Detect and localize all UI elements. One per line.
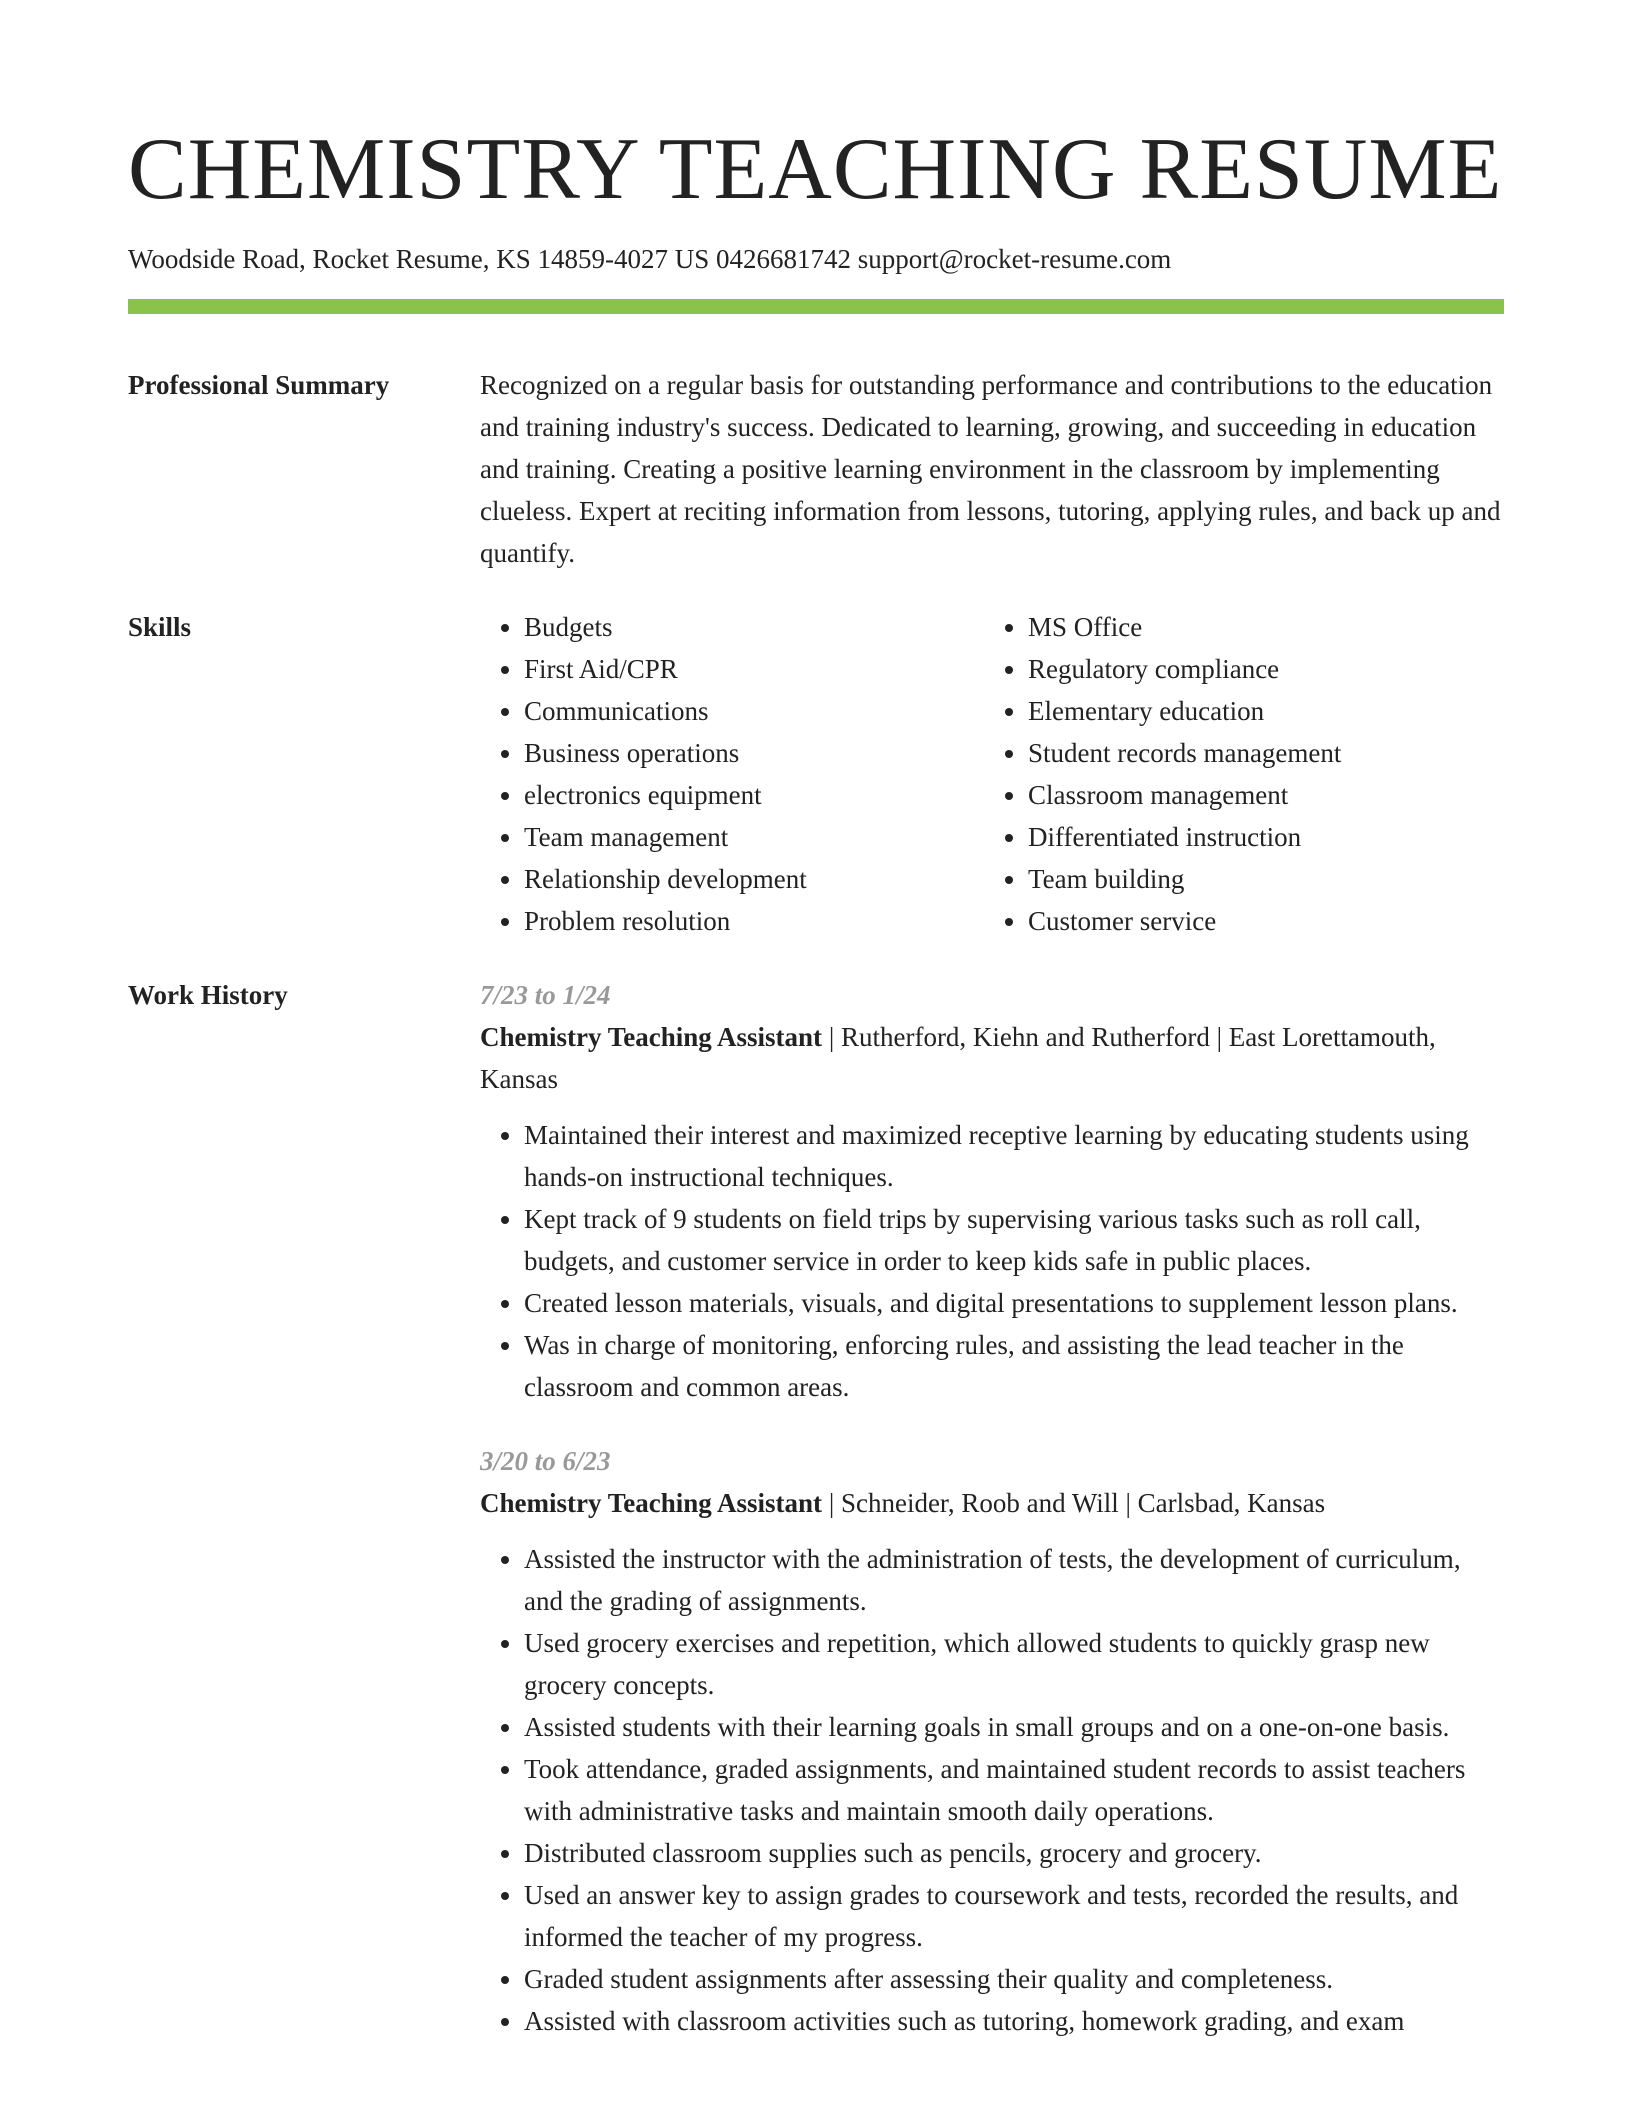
job-title: Chemistry Teaching Assistant <box>480 1488 823 1518</box>
header-divider <box>128 299 1504 314</box>
skill-item: • Regulatory compliance <box>1028 648 1341 690</box>
job-bullet: • Was in charge of monitoring, enforcing rules, and assisting the lead teacher in the classroom and common areas. <box>524 1324 1504 1408</box>
skills-list-right <box>984 606 1341 942</box>
skill-item: • Budgets <box>524 606 984 648</box>
skill-item: • Differentiated instruction <box>1028 816 1341 858</box>
summary-text: Recognized on a regular basis for outstanding performance and contributions to the education and training industry's success. Dedicated to learning, growing, and succeeding in education and training. Creating a positive learning environment in the classroom by implementing clueless. Expert at reciting information from lessons, tutoring, applying rules, and back up and quantify. <box>480 370 1501 568</box>
job-bullet: • Assisted students with their learning goals in small groups and on a one-on-one basis. <box>524 1706 1504 1748</box>
contact-line: Woodside Road, Rocket Resume, KS 14859-4027 US 0426681742 support@rocket-resume.com <box>128 244 1172 274</box>
skill-item: • MS Office <box>1028 606 1341 648</box>
skill-item: • Classroom management <box>1028 774 1341 816</box>
job-bullet: • Used an answer key to assign grades to coursework and tests, recorded the results, and informed the teacher of my progress. <box>524 1874 1504 1958</box>
job-bullets <box>480 1114 1504 1408</box>
job-bullet: • Created lesson materials, visuals, and digital presentations to supplement lesson plans. <box>524 1282 1504 1324</box>
skills-section <box>128 606 1504 942</box>
skill-item: • Customer service <box>1028 900 1341 942</box>
job-header <box>480 1016 1504 1100</box>
summary-heading: Professional Summary <box>128 370 390 400</box>
resume-page <box>128 0 1504 2042</box>
job-bullet: • Distributed classroom supplies such as pencils, grocery and grocery. <box>524 1832 1504 1874</box>
work-history-section <box>128 974 1504 2042</box>
job-bullet: • Kept track of 9 students on field trips by supervising various tasks such as roll call, budgets, and customer service in order to keep kids safe in public places. <box>524 1198 1504 1282</box>
job-dates: 3/20 to 6/23 <box>480 1446 611 1476</box>
job-title: Chemistry Teaching Assistant <box>480 1022 823 1052</box>
resume-title: CHEMISTRY TEACHING RESUME <box>128 121 1503 218</box>
skill-item: • Business operations <box>524 732 984 774</box>
skills-heading: Skills <box>128 612 192 642</box>
skill-item: • Problem resolution <box>524 900 984 942</box>
skill-item: • Communications <box>524 690 984 732</box>
job-dates: 7/23 to 1/24 <box>480 980 611 1010</box>
skill-item: • Student records management <box>1028 732 1341 774</box>
job-entry <box>480 974 1504 1408</box>
job-details: | Rutherford, Kiehn and Rutherford | East Lorettamouth, Kansas <box>480 1022 1436 1094</box>
summary-section <box>128 364 1504 574</box>
job-bullet: • Graded student assignments after assessing their quality and completeness. <box>524 1958 1504 2000</box>
job-bullet: • Maintained their interest and maximized receptive learning by educating students using hands-on instructional techniques. <box>524 1114 1504 1198</box>
skill-item: • Elementary education <box>1028 690 1341 732</box>
skill-item: • Team management <box>524 816 984 858</box>
skill-item: • Team building <box>1028 858 1341 900</box>
job-bullets <box>480 1538 1504 2042</box>
skill-item: • Relationship development <box>524 858 984 900</box>
job-bullet: • Took attendance, graded assignments, and maintained student records to assist teachers with administrative tasks and maintain smooth daily operations. <box>524 1748 1504 1832</box>
job-details: | Schneider, Roob and Will | Carlsbad, Kansas <box>822 1488 1326 1518</box>
skills-list-left <box>480 606 984 942</box>
job-bullet: • Assisted the instructor with the administration of tests, the development of curriculum, and the grading of assignments. <box>524 1538 1504 1622</box>
skill-item: • electronics equipment <box>524 774 984 816</box>
job-bullet: • Assisted with classroom activities such as tutoring, homework grading, and exam <box>524 2000 1504 2042</box>
work-history-heading: Work History <box>128 980 288 1010</box>
job-entry <box>480 1440 1504 2042</box>
job-header <box>480 1482 1504 1524</box>
skill-item: • First Aid/CPR <box>524 648 984 690</box>
job-bullet: • Used grocery exercises and repetition, which allowed students to quickly grasp new grocery concepts. <box>524 1622 1504 1706</box>
